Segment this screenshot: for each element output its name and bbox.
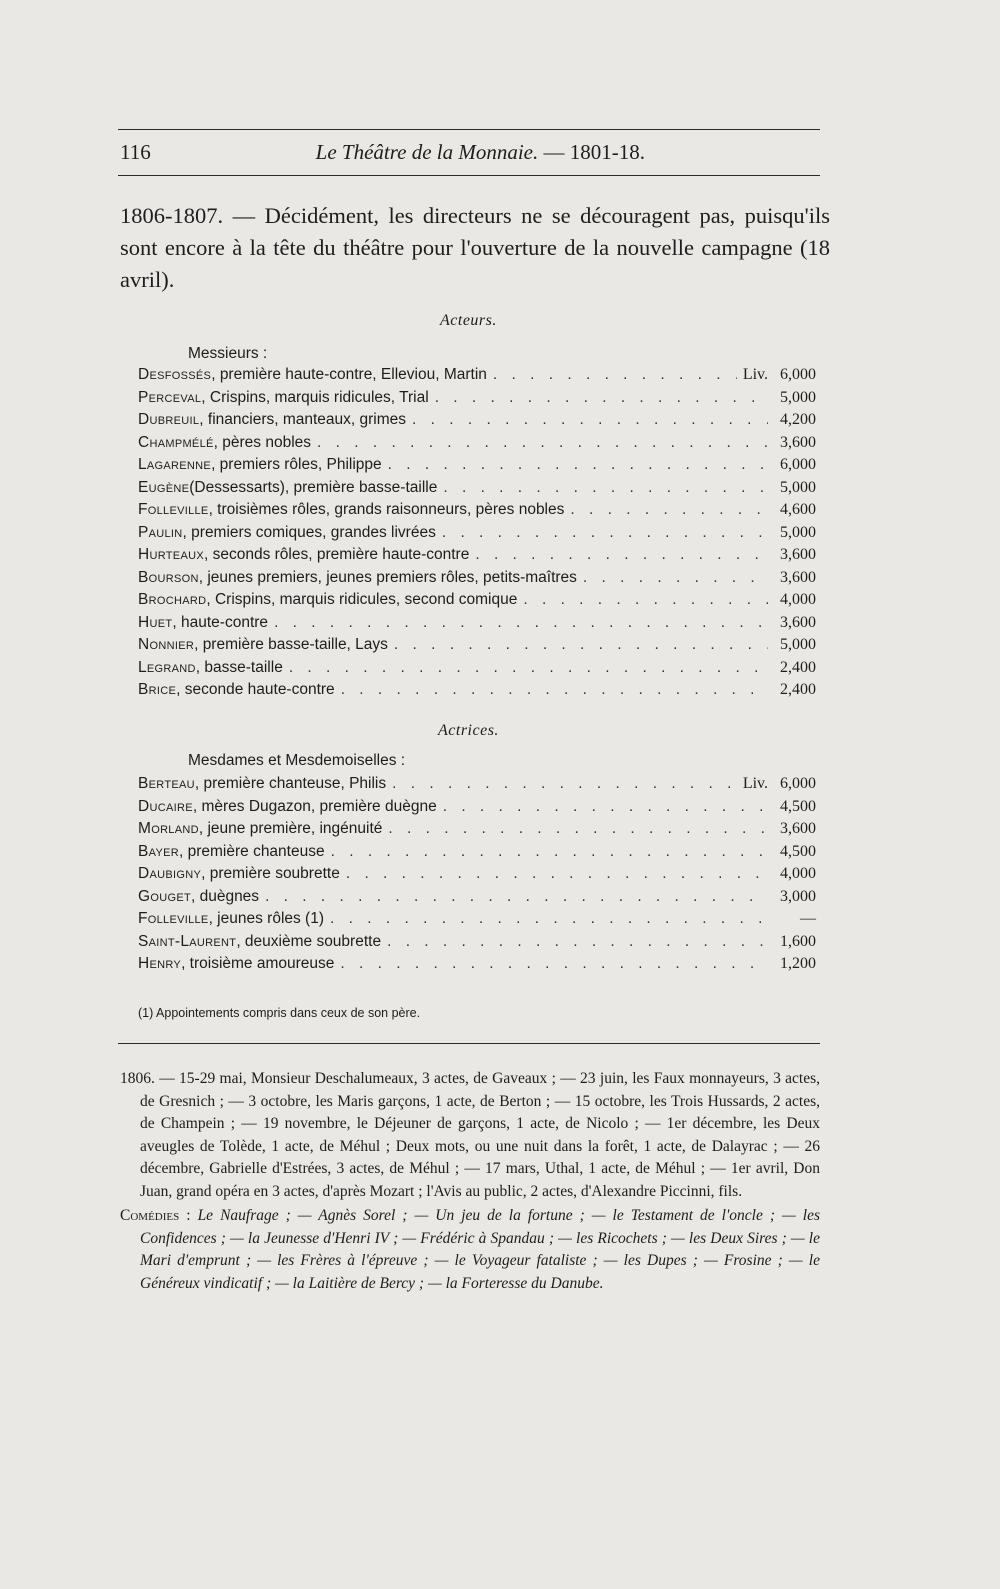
salary-amount: 1,200 bbox=[780, 955, 816, 972]
leader-dots bbox=[331, 843, 768, 861]
running-title: Le Théâtre de la Monnaie. — 1801-18. bbox=[315, 140, 645, 164]
leader-dots bbox=[443, 798, 768, 816]
table-row bbox=[138, 798, 816, 821]
performer-name: Morland bbox=[138, 820, 199, 837]
performer-roles: , premiers rôles, Philippe bbox=[211, 456, 382, 473]
performer-name: Brochard bbox=[138, 591, 207, 608]
leader-dots bbox=[412, 411, 768, 429]
comedies-paragraph bbox=[120, 1205, 820, 1295]
performer-name: Legrand bbox=[138, 658, 196, 676]
acteurs-salutation: Messieurs : bbox=[188, 345, 268, 362]
performer-roles: , seconde haute-contre bbox=[176, 681, 335, 698]
table-row bbox=[138, 434, 816, 457]
table-row bbox=[138, 659, 816, 682]
table-row bbox=[138, 614, 816, 637]
leader-dots bbox=[289, 659, 768, 677]
performer-name: Folleville bbox=[138, 501, 209, 518]
performer-roles: , Crispins, marquis ridicules, second comique bbox=[206, 591, 518, 608]
table-row bbox=[138, 389, 816, 412]
acteurs-title: Acteurs. bbox=[440, 312, 497, 329]
table-row bbox=[138, 456, 816, 479]
leader-dots bbox=[388, 820, 768, 838]
operas-year: 1806. bbox=[120, 1070, 155, 1087]
performer-roles: , financiers, manteaux, grimes bbox=[199, 411, 407, 428]
footnote: (1) Appointements compris dans ceux de son père. bbox=[138, 1006, 421, 1020]
leader-dots bbox=[442, 524, 768, 542]
salary-amount: 4,000 bbox=[780, 865, 816, 882]
performer-roles: , premiers comiques, grandes livrées bbox=[182, 523, 436, 541]
salary-amount: 4,200 bbox=[780, 411, 816, 428]
performer-roles: , première haute-contre, Elleviou, Martin bbox=[211, 366, 487, 383]
performer-roles: , haute-contre bbox=[172, 613, 269, 631]
leader-dots bbox=[583, 569, 768, 587]
leader-dots bbox=[387, 933, 768, 951]
table-row bbox=[138, 501, 816, 524]
salary-amount: 5,000 bbox=[780, 478, 816, 496]
performer-name: Hurteaux bbox=[138, 546, 204, 563]
performer-roles: , troisième amoureuse bbox=[181, 955, 335, 972]
salary-amount: 3,600 bbox=[780, 820, 816, 837]
performer-name: Henry bbox=[138, 955, 182, 972]
performer-name: Paulin bbox=[138, 523, 183, 541]
performer-roles: , troisièmes rôles, grands raisonneurs, pères nobles bbox=[208, 501, 565, 518]
performer-roles: , deuxième soubrette bbox=[236, 932, 382, 950]
table-row bbox=[138, 569, 816, 592]
performer-name: Nonnier bbox=[138, 636, 195, 653]
salary-amount: 4,600 bbox=[780, 501, 816, 518]
performer-roles: , mères Dugazon, première duègne bbox=[192, 797, 437, 815]
page-number: 116 bbox=[120, 140, 151, 164]
performer-roles: , jeunes premiers, jeunes premiers rôles, petits-maîtres bbox=[198, 568, 577, 586]
leader-dots bbox=[475, 546, 768, 564]
salary-amount: 3,600 bbox=[780, 568, 816, 586]
running-header bbox=[120, 140, 820, 165]
header-bottom-rule bbox=[118, 175, 820, 176]
leader-dots bbox=[443, 479, 768, 497]
leader-dots bbox=[435, 389, 768, 407]
performer-roles: , Crispins, marquis ridicules, Trial bbox=[201, 388, 429, 406]
salary-amount: 1,600 bbox=[780, 932, 816, 950]
performer-roles: , duègnes bbox=[190, 887, 260, 905]
table-row bbox=[138, 366, 816, 389]
comedies-text: Le Naufrage ; — Agnès Sorel ; — Un jeu de la fortune ; — le Testament de l'oncle ; — les Confidences ; — la Jeunesse d'Henri IV ; — Frédéric à Spandau ; — les Ricochets ; — les Deux Sires ; — le Mari d'emprunt ; — les Frères à l'épreuve ; — le Voyageur fataliste ; — les Dupes ; — Frosine ; — le Généreux vindicatif ; — la Laitière de Bercy ; — la Forteresse du Danube. bbox=[140, 1207, 821, 1292]
table-row bbox=[138, 910, 816, 933]
salary-amount: 3,600 bbox=[780, 613, 816, 631]
actrices-title: Actrices. bbox=[438, 722, 499, 739]
leader-dots bbox=[330, 910, 768, 928]
acteurs-list bbox=[138, 366, 816, 704]
salary-amount: 4,500 bbox=[780, 797, 816, 815]
leader-dots bbox=[346, 865, 768, 883]
salary-amount: 6,000 bbox=[780, 456, 816, 473]
performer-roles: , jeunes rôles (1) bbox=[208, 910, 325, 927]
comedies-label: Comédies : bbox=[120, 1207, 191, 1224]
performer-name: Berteau bbox=[138, 775, 195, 792]
performer-roles: (Dessessarts), première basse-taille bbox=[189, 478, 438, 496]
table-row bbox=[138, 865, 816, 888]
table-row bbox=[138, 524, 816, 547]
actrices-salutation: Mesdames et Mesdemoiselles : bbox=[188, 752, 406, 769]
leader-dots bbox=[388, 456, 768, 474]
table-row bbox=[138, 888, 816, 911]
performer-name: Bourson bbox=[138, 568, 199, 586]
leader-dots bbox=[523, 591, 768, 609]
performer-roles: , seconds rôles, première haute-contre bbox=[203, 546, 470, 563]
salary-amount: 3,600 bbox=[780, 546, 816, 563]
performer-name: Bayer bbox=[138, 842, 179, 860]
salary-amount: 4,000 bbox=[780, 591, 816, 608]
performer-name: Daubigny bbox=[138, 865, 202, 882]
table-row bbox=[138, 681, 816, 704]
notes-block bbox=[120, 1068, 820, 1297]
performer-roles: , première chanteuse bbox=[178, 842, 325, 860]
table-row bbox=[138, 546, 816, 569]
intro-paragraph: 1806-1807. — Décidément, les directeurs ne se découragent pas, puisqu'ils sont encore à la tête du théâtre pour l'ouverture de la nouvelle campagne (18 avril). bbox=[120, 203, 830, 292]
table-row bbox=[138, 843, 816, 866]
performer-name: Champmélé bbox=[138, 433, 214, 451]
performer-name: Huet bbox=[138, 613, 173, 631]
salary-amount: 2,400 bbox=[780, 681, 816, 698]
performer-roles: , pères nobles bbox=[213, 433, 312, 451]
performer-name: Perceval bbox=[138, 388, 202, 406]
leader-dots bbox=[265, 888, 768, 906]
header-top-rule bbox=[118, 129, 820, 130]
table-row bbox=[138, 636, 816, 659]
leader-dots bbox=[340, 955, 768, 973]
table-row bbox=[138, 775, 816, 798]
operas-paragraph bbox=[120, 1068, 820, 1203]
performer-name: Brice bbox=[138, 681, 177, 698]
table-row bbox=[138, 591, 816, 614]
table-row bbox=[138, 933, 816, 956]
table-row bbox=[138, 479, 816, 502]
performer-roles: , jeune première, ingénuité bbox=[198, 820, 383, 837]
leader-dots bbox=[493, 366, 737, 384]
currency-label: Liv. bbox=[742, 775, 768, 792]
performer-roles: , première basse-taille, Lays bbox=[194, 636, 388, 653]
salary-amount: 5,000 bbox=[780, 388, 816, 406]
performer-roles: , basse-taille bbox=[195, 658, 283, 676]
table-row bbox=[138, 955, 816, 978]
salary-amount: 3,600 bbox=[780, 433, 816, 451]
notes-rule bbox=[118, 1043, 820, 1044]
leader-dots bbox=[394, 636, 768, 654]
salary-amount: 6,000 bbox=[780, 366, 816, 383]
leader-dots bbox=[570, 501, 768, 519]
performer-name: Gouget bbox=[138, 887, 191, 905]
currency-label: Liv. bbox=[742, 366, 768, 383]
salary-amount: — bbox=[800, 910, 816, 927]
salary-amount: 5,000 bbox=[780, 523, 816, 541]
table-row bbox=[138, 411, 816, 434]
leader-dots bbox=[317, 434, 768, 452]
salary-amount: 2,400 bbox=[780, 658, 816, 676]
performer-name: Ducaire bbox=[138, 797, 193, 815]
leader-dots bbox=[274, 614, 768, 632]
performer-name: Folleville bbox=[138, 910, 209, 927]
salary-amount: 6,000 bbox=[780, 775, 816, 792]
performer-name: Dubreuil bbox=[138, 411, 200, 428]
performer-name: Lagarenne bbox=[138, 456, 212, 473]
salary-amount: 3,000 bbox=[780, 887, 816, 905]
actrices-list bbox=[138, 775, 816, 978]
table-row bbox=[138, 820, 816, 843]
leader-dots bbox=[341, 681, 768, 699]
salary-amount: 4,500 bbox=[780, 842, 816, 860]
leader-dots bbox=[392, 775, 737, 793]
performer-roles: , première soubrette bbox=[201, 865, 340, 882]
performer-roles: , première chanteuse, Philis bbox=[194, 775, 387, 792]
performer-name: Desfossés bbox=[138, 366, 212, 383]
performer-name: Eugène bbox=[138, 478, 190, 496]
operas-text: — 15-29 mai, Monsieur Deschalumeaux, 3 actes, de Gaveaux ; — 23 juin, les Faux monnayeurs, 3 actes, de Gresnich ; — 3 octobre, les Maris garçons, 1 acte, de Berton ; — 15 octobre, les Trois Hussards, 2 actes, de Champein ; — 19 novembre, le Déjeuner de garçons, 1 acte, de Nicolo ; — 1er décembre, les Deux aveugles de Tolède, 1 acte, de Méhul ; Deux mots, ou une nuit dans la forêt, 1 acte, de Dalayrac ; — 26 décembre, Gabrielle d'Estrées, 3 actes, de Méhul ; — 17 mars, Uthal, 1 acte, de Méhul ; — 1er avril, Don Juan, grand opéra en 3 actes, d'après Mozart ; l'Avis au public, 2 actes, d'Alexandre Piccinni, fils. bbox=[140, 1070, 821, 1200]
performer-name: Saint-Laurent bbox=[138, 932, 237, 950]
salary-amount: 5,000 bbox=[780, 636, 816, 653]
